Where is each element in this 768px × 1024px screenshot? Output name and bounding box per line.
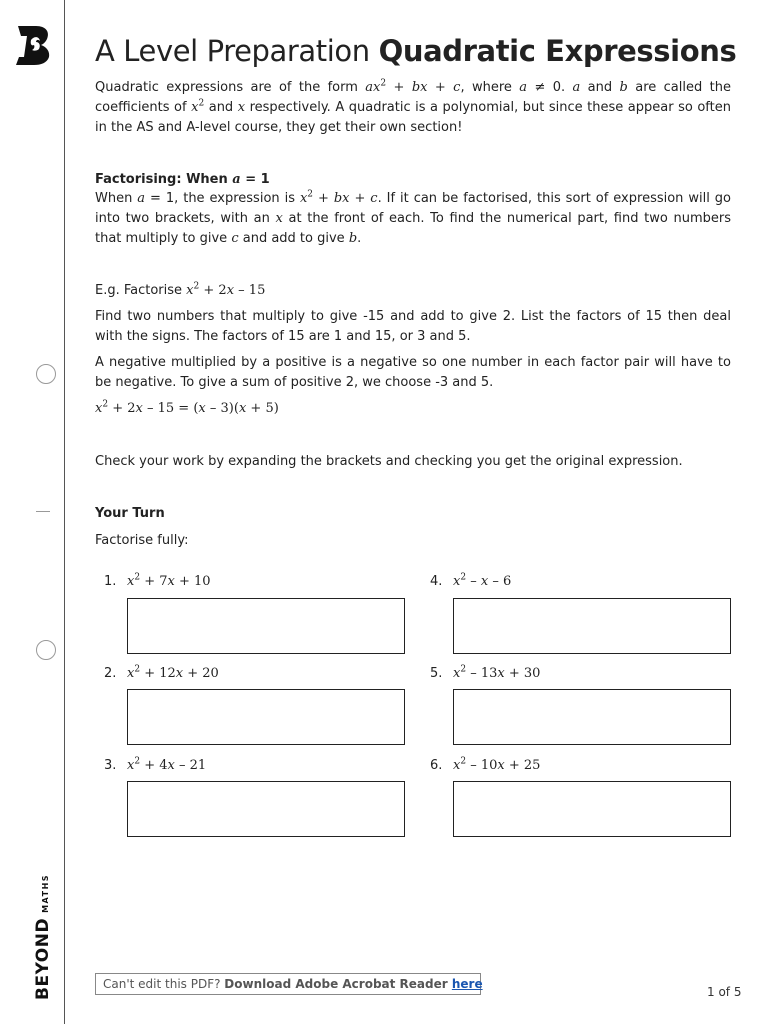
notice-download: Download Adobe Acrobat Reader (224, 977, 452, 991)
math-exp: 2 (380, 78, 387, 89)
math-var: x (453, 666, 461, 681)
check-instruction: Check your work by expanding the brackets and checking you get the original expression. (95, 454, 683, 469)
math-var: bx (411, 80, 428, 95)
math-var: x (167, 574, 175, 589)
section-heading (95, 170, 731, 190)
math-var: c (370, 191, 378, 206)
math-var: x (175, 666, 184, 681)
math-op: + (313, 191, 334, 206)
body-text: E.g. Factorise (95, 283, 187, 298)
answer-box-5[interactable] (453, 689, 731, 745)
math-var: x (127, 666, 135, 681)
math-var: b (619, 80, 628, 95)
question-expression (127, 574, 211, 589)
question-number: 1. (104, 574, 117, 589)
intro-text: and (580, 80, 620, 95)
math-op: – 6 (488, 574, 512, 589)
math-exp: 2 (460, 756, 467, 767)
math-exp: 2 (307, 189, 314, 200)
math-var: x (167, 758, 175, 773)
math-exp: 2 (193, 281, 200, 292)
math-var: bx (333, 191, 350, 206)
math-op: + 30 (504, 666, 541, 681)
math-var: x (237, 100, 246, 115)
math-var: ax (365, 80, 381, 95)
body-text: . If it can be factorised, this sort of expression will go into two brackets, with an (95, 191, 731, 226)
page-title (95, 34, 736, 68)
notice-prompt: Can't edit this PDF? (103, 977, 225, 991)
math-exp: 2 (102, 399, 109, 410)
answer-box-1[interactable] (127, 598, 405, 654)
math-var: c (231, 231, 239, 246)
math-op: + 7 (140, 574, 168, 589)
math-op: + 4 (140, 758, 168, 773)
body-text: = 1, the expression is (145, 191, 300, 206)
question-expression (453, 666, 540, 681)
math-var: x (127, 574, 135, 589)
math-op: + 2 (199, 283, 227, 298)
intro-text: are called the coefficients of (95, 80, 731, 115)
math-op: + 10 (174, 574, 211, 589)
question-number: 4. (430, 574, 443, 589)
punch-hole-icon (36, 640, 56, 660)
math-op: + (427, 80, 454, 95)
question-expression (127, 758, 206, 773)
math-var: a (572, 80, 581, 95)
math-op: + 20 (183, 666, 219, 681)
page-indicator: 1 of 5 (707, 985, 742, 999)
math-op: – 3)( (205, 401, 239, 416)
example-answer (95, 399, 731, 419)
question-number: 3. (104, 758, 117, 773)
math-op: + (386, 80, 412, 95)
download-here-link[interactable]: here (451, 977, 483, 991)
question-expression (453, 758, 540, 773)
intro-text: and (204, 100, 238, 115)
math-var: x (299, 191, 308, 206)
math-var: x (226, 283, 235, 298)
math-var: x (453, 574, 461, 589)
math-var: x (198, 401, 206, 416)
math-var: b (348, 231, 358, 246)
math-op: – (466, 574, 481, 589)
math-var: x (238, 401, 247, 416)
title-prefix: A Level Preparation (95, 34, 370, 68)
math-op: + (349, 191, 371, 206)
math-var: x (95, 401, 103, 416)
math-var: x (453, 758, 461, 773)
brand-sub: MATHS (41, 873, 50, 913)
question-number: 2. (104, 666, 117, 681)
math-exp: 2 (460, 572, 467, 583)
beyond-b-logo-icon (14, 24, 54, 66)
math-var: a (137, 191, 146, 206)
margin-rule (64, 0, 65, 1024)
heading-text: = 1 (240, 172, 270, 187)
intro-text: ≠ 0. (527, 80, 573, 95)
math-op: – 15 = ( (142, 401, 199, 416)
math-exp: 2 (134, 572, 141, 583)
acrobat-notice (95, 973, 481, 995)
fold-mark (36, 511, 50, 512)
math-var: x (186, 283, 194, 298)
body-text: and add to give (238, 231, 349, 246)
math-var: x (480, 574, 489, 589)
math-exp: 2 (460, 664, 467, 675)
punch-hole-icon (36, 364, 56, 384)
question-number: 5. (430, 666, 443, 681)
math-op: – 15 (234, 283, 266, 298)
heading-text: Factorising: When (95, 172, 233, 187)
body-text: at the front of each. To find the numerical part, find two numbers that multiply to give (95, 211, 732, 246)
math-var: x (127, 758, 135, 773)
your-turn-instruction: Factorise fully: (95, 533, 189, 548)
intro-text: respectively. A quadratic is a polynomial, but since these appear so often in the AS and A-level course, they get their own section! (95, 100, 731, 135)
math-var: x (191, 100, 199, 115)
math-var: x (497, 666, 505, 681)
intro-paragraph (95, 78, 731, 138)
math-op: – 13 (466, 666, 498, 681)
math-op: + 2 (108, 401, 136, 416)
answer-box-2[interactable] (127, 689, 405, 745)
brand-logo-text (33, 874, 53, 1000)
math-op: + 12 (140, 666, 176, 681)
question-expression (127, 666, 219, 681)
math-var: x (497, 758, 505, 773)
section-paragraph (95, 189, 731, 249)
math-op: – 21 (174, 758, 207, 773)
title-bold: Quadratic Expressions (378, 34, 737, 68)
answer-box-6[interactable] (453, 781, 731, 837)
math-var: c (453, 80, 461, 95)
math-var: a (232, 172, 241, 187)
intro-text: Quadratic expressions are of the form (95, 80, 366, 95)
answer-box-4[interactable] (453, 598, 731, 654)
your-turn-heading: Your Turn (95, 506, 165, 521)
answer-box-3[interactable] (127, 781, 405, 837)
body-text: When (95, 191, 138, 206)
example-step-2: A negative multiplied by a positive is a negative so one number in each factor pair will have to be negative. To give a sum of positive 2, we choose -3 and 5. (95, 355, 731, 390)
math-var: x (135, 401, 143, 416)
math-op: + 5) (246, 401, 279, 416)
math-op: – 10 (466, 758, 498, 773)
question-number: 6. (430, 758, 443, 773)
brand-main: BEYOND (33, 917, 53, 1000)
body-text: . (357, 231, 362, 246)
math-op: + 25 (504, 758, 541, 773)
math-exp: 2 (134, 664, 141, 675)
question-expression (453, 574, 511, 589)
math-var: x (275, 211, 283, 226)
math-exp: 2 (134, 756, 141, 767)
intro-text: , where (460, 80, 520, 95)
example-step-1: Find two numbers that multiply to give -15 and add to give 2. List the factors of 15 then deal with the signs. The factors of 15 are 1 and 15, or 3 and 5. (95, 309, 731, 344)
example-label (95, 281, 731, 301)
math-var: a (519, 80, 528, 95)
math-exp: 2 (198, 98, 205, 109)
